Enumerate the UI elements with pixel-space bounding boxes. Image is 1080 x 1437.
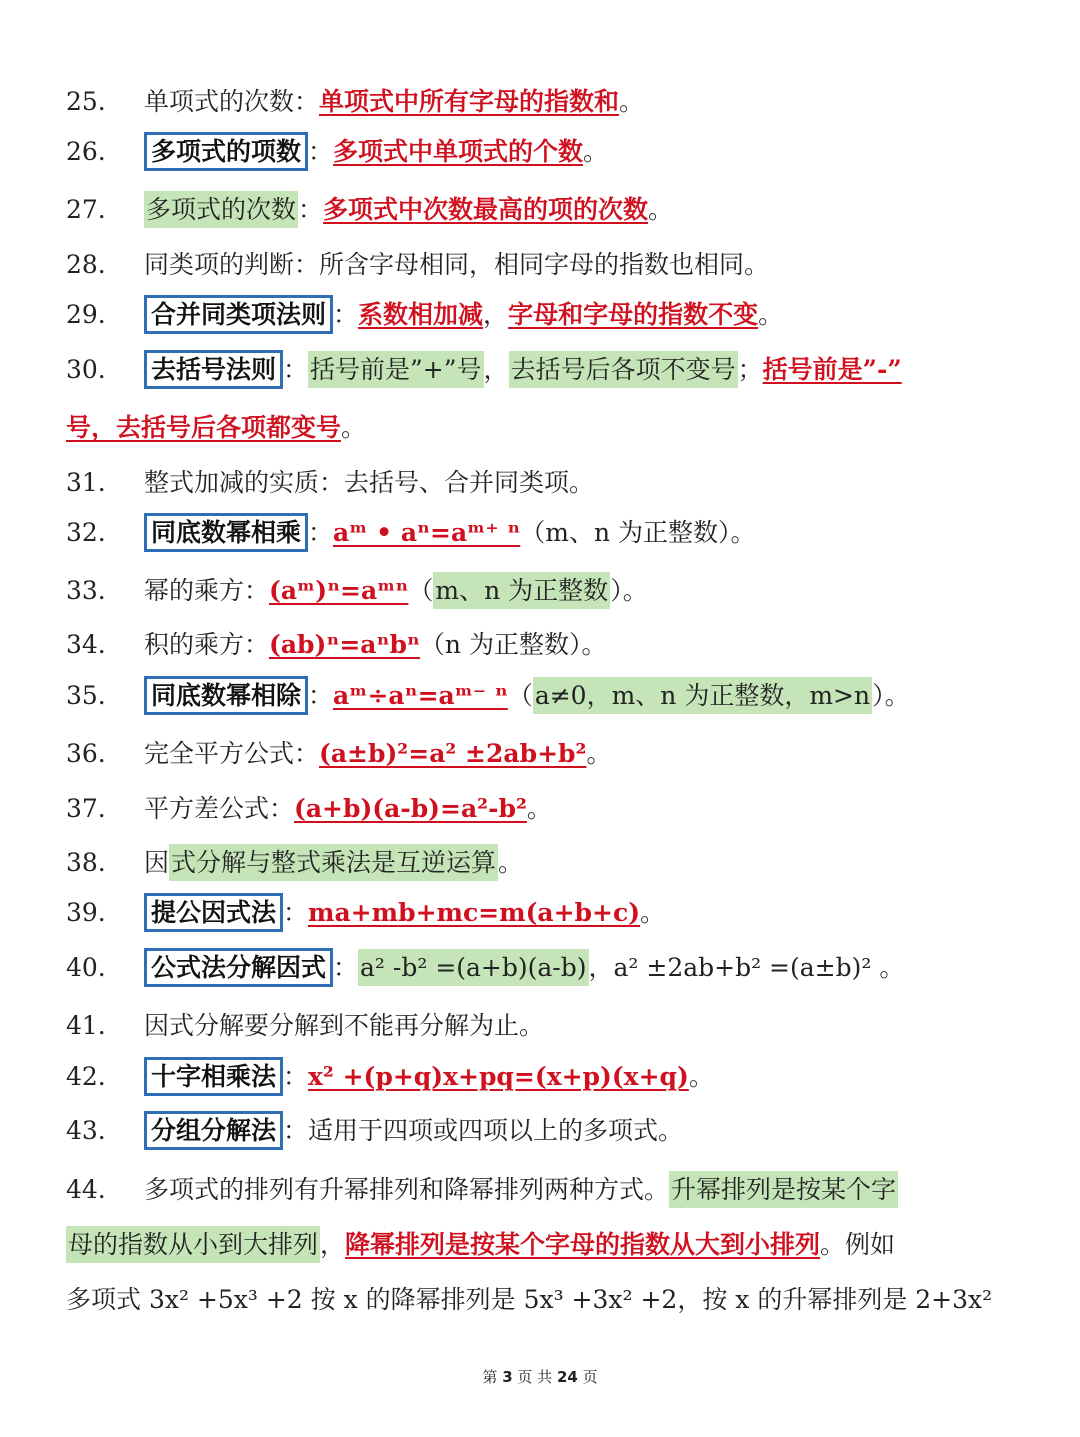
- highlighted-definition: 多项式中次数最高的项的次数: [323, 195, 649, 224]
- item-29: 29. 合并同类项法则 ：系数相加减，字母和字母的指数不变。: [66, 295, 1014, 335]
- formula: aᵐ÷aⁿ=aᵐ⁻ ⁿ: [333, 681, 508, 710]
- boxed-term: 分组分解法: [144, 1111, 283, 1150]
- total-pages: 24: [556, 1368, 578, 1386]
- highlighted-definition: 括号前是”-”: [762, 355, 902, 384]
- highlighted-definition: 字母和字母的指数不变: [508, 300, 759, 329]
- item-32: 32. 同底数幂相乘 ：aᵐ • aⁿ=aᵐ⁺ ⁿ（m、n 为正整数）。: [66, 513, 1014, 553]
- boxed-term: 多项式的项数: [144, 132, 308, 171]
- page-footer: 第 3 页 共 24 页: [482, 1368, 598, 1386]
- item-27: 27. 多项式的次数：多项式中次数最高的项的次数。: [66, 190, 1014, 230]
- boxed-term: 提公因式法: [144, 893, 283, 932]
- boxed-term: 公式法分解因式: [144, 948, 333, 987]
- item-26: 26. 多项式的项数 ：多项式中单项式的个数。: [66, 132, 1014, 172]
- item-28: 28. 同类项的判断：所含字母相同，相同字母的指数也相同。: [66, 250, 770, 279]
- boxed-term: 十字相乘法: [144, 1057, 283, 1096]
- highlighted-definition: 多项式中单项式的个数: [333, 137, 584, 166]
- item-25: 25. 单项式的次数：单项式中所有字母的指数和。: [66, 87, 645, 116]
- green-text: a≠0，m、n 为正整数，m>n: [533, 677, 872, 714]
- green-text: 去括号后各项不变号: [509, 351, 738, 388]
- item-39: 39. 提公因式法 ：ma+mb+mc=m(a+b+c)。: [66, 893, 1014, 933]
- item-41: 41. 因式分解要分解到不能再分解为止。: [66, 1011, 545, 1040]
- green-text: 升幂排列是按某个字: [669, 1171, 898, 1208]
- item-44-line-2: 母的指数从小到大排列，降幂排列是按某个字母的指数从大到小排列。例如: [66, 1225, 1014, 1265]
- boxed-term: 同底数幂相除: [144, 676, 308, 715]
- formula: ma+mb+mc=m(a+b+c): [308, 898, 641, 927]
- boxed-term: 合并同类项法则: [144, 295, 333, 334]
- item-42: 42. 十字相乘法 ：x² +(p+q)x+pq=(x+p)(x+q)。: [66, 1057, 1014, 1097]
- formula: (a+b)(a-b)=a²-b²: [294, 794, 527, 823]
- item-36: 36. 完全平方公式：(a±b)²=a² ±2ab+b²。: [66, 739, 612, 768]
- item-43: 43. 分组分解法 ：适用于四项或四项以上的多项式。: [66, 1111, 1014, 1151]
- current-page: 3: [502, 1368, 513, 1386]
- boxed-term: 去括号法则: [144, 350, 283, 389]
- item-44-line-3: 多项式 3x² +5x³ +2 按 x 的降幂排列是 5x³ +3x² +2，按 x 的升幂排列是 2+3x²: [66, 1285, 993, 1314]
- highlighted-definition: 号，去括号后各项都变号: [66, 413, 342, 442]
- green-text: m、n 为正整数: [433, 572, 610, 609]
- green-term: 多项式的次数: [144, 191, 298, 228]
- item-34: 34. 积的乘方：(ab)ⁿ=aⁿbⁿ（n 为正整数）。: [66, 630, 607, 659]
- formula: aᵐ • aⁿ=aᵐ⁺ ⁿ: [333, 518, 521, 547]
- formula: (a±b)²=a² ±2ab+b²: [319, 739, 587, 768]
- green-text: 式分解与整式乘法是互逆运算: [169, 844, 498, 881]
- green-text: 母的指数从小到大排列: [66, 1226, 320, 1263]
- green-formula: a² -b² =(a+b)(a-b): [358, 949, 588, 986]
- formula: x² +(p+q)x+pq=(x+p)(x+q): [308, 1062, 689, 1091]
- highlighted-definition: 系数相加减: [358, 300, 484, 329]
- item-30-continued: 号，去括号后各项都变号。: [66, 413, 367, 442]
- item-31: 31. 整式加减的实质：去括号、合并同类项。: [66, 468, 595, 497]
- formula: (aᵐ)ⁿ=aᵐⁿ: [269, 576, 409, 605]
- item-33: 33. 幂的乘方：(aᵐ)ⁿ=aᵐⁿ（m、n 为正整数）。: [66, 571, 1014, 611]
- highlighted-definition: 单项式中所有字母的指数和: [319, 87, 620, 116]
- item-38: 38. 因式分解与整式乘法是互逆运算。: [66, 843, 1014, 883]
- formula: (ab)ⁿ=aⁿbⁿ: [269, 630, 420, 659]
- highlighted-definition: 降幂排列是按某个字母的指数从大到小排列: [345, 1230, 821, 1259]
- green-text: 括号前是”+”号: [308, 351, 484, 388]
- item-40: 40. 公式法分解因式 ：a² -b² =(a+b)(a-b)，a² ±2ab+b² =(a±b)² 。: [66, 948, 1014, 988]
- item-44: 44. 多项式的排列有升幂排列和降幂排列两种方式。升幂排列是按某个字: [66, 1170, 1014, 1210]
- item-30: 30. 去括号法则 ：括号前是”+”号，去括号后各项不变号；括号前是”-”: [66, 350, 1014, 390]
- item-37: 37. 平方差公式：(a+b)(a-b)=a²-b²。: [66, 794, 552, 823]
- item-35: 35. 同底数幂相除 ：aᵐ÷aⁿ=aᵐ⁻ ⁿ（a≠0，m、n 为正整数，m>n）。: [66, 676, 1014, 716]
- boxed-term: 同底数幂相乘: [144, 513, 308, 552]
